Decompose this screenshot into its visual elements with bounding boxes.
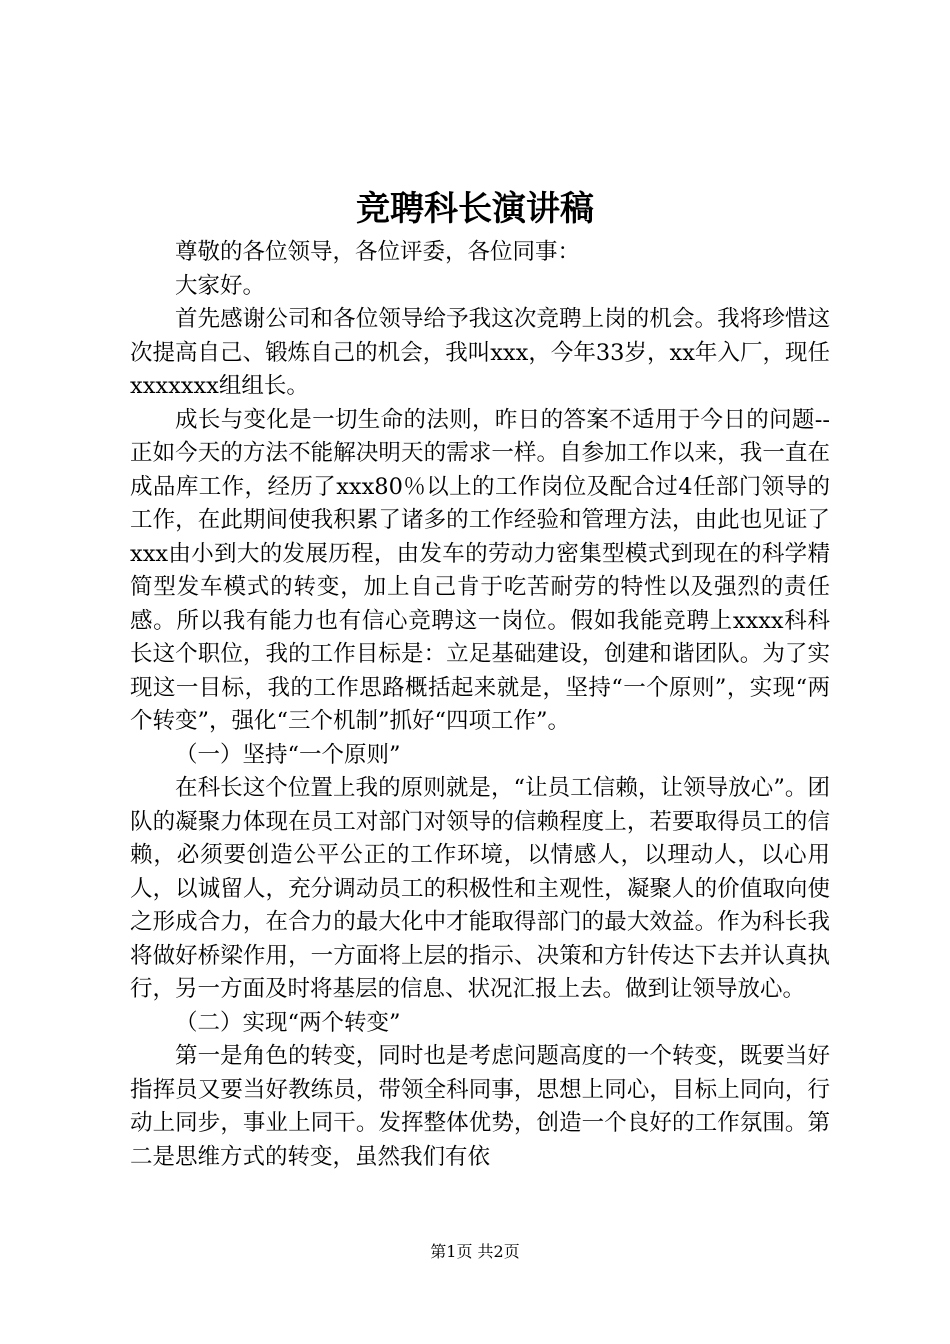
principle-paragraph: 在科长这个位置上我的原则就是，“让员工信赖，让领导放心”。团队的凝聚力体现在员工对部门对领导的信赖程度上，若要取得员工的信赖，必须要创造公平公正的工作环境，以情感人，以理动人，以心用人，以诚留人，充分调动员工的积极性和主观性，凝聚人的价值取向使之形成合力，在合力的最大化中才能取得部门的最大效益。作为科长我将做好桥梁作用，一方面将上层的指示、决策和方针传达下去并认真执行，另一方面及时将基层的信息、状况汇报上去。做到让领导放心。 xyxy=(130,775,830,1002)
document-body xyxy=(130,236,830,1174)
greeting-paragraph: 大家好。 xyxy=(175,272,266,299)
intro-paragraph: 首先感谢公司和各位领导给予我这次竞聘上岗的机会。我将珍惜这次提高自己、锻炼自己的机会，我叫xxx，今年33岁，xx年入厂，现任xxxxxxx组组长。 xyxy=(130,306,830,399)
section-heading-one: （一）坚持“一个原则” xyxy=(175,741,401,768)
background-paragraph: 成长与变化是一切生命的法则，昨日的答案不适用于今日的问题--正如今天的方法不能解决明天的需求一样。自参加工作以来，我一直在成品库工作，经历了xxx80％以上的工作岗位及配合过4任部门领导的工作，在此期间使我积累了诸多的工作经验和管理方法，由此也见证了xxx由小到大的发展历程，由发车的劳动力密集型模式到现在的科学精简型发车模式的转变，加上自己肯于吃苦耐劳的特性以及强烈的责任感。所以我有能力也有信心竞聘这一岗位。假如我能竞聘上xxxx科科长这个职位，我的工作目标是：立足基础建设，创建和谐团队。为了实现这一目标，我的工作思路概括起来就是，坚持“一个原则”，实现“两个转变”，强化“三个机制”抓好“四项工作”。 xyxy=(130,406,830,734)
transition-paragraph: 第一是角色的转变，同时也是考虑问题高度的一个转变，既要当好指挥员又要当好教练员，带领全科同事，思想上同心，目标上同向，行动上同步，事业上同干。发挥整体优势，创造一个良好的工作氛围。第二是思维方式的转变，虽然我们有依 xyxy=(130,1043,830,1170)
page-footer: 第1页 共2页 xyxy=(430,1242,520,1261)
section-heading-two: （二）实现“两个转变” xyxy=(175,1009,401,1036)
salutation-paragraph: 尊敬的各位领导，各位评委，各位同事： xyxy=(175,239,581,265)
document-title: 竞聘科长演讲稿 xyxy=(356,189,594,229)
